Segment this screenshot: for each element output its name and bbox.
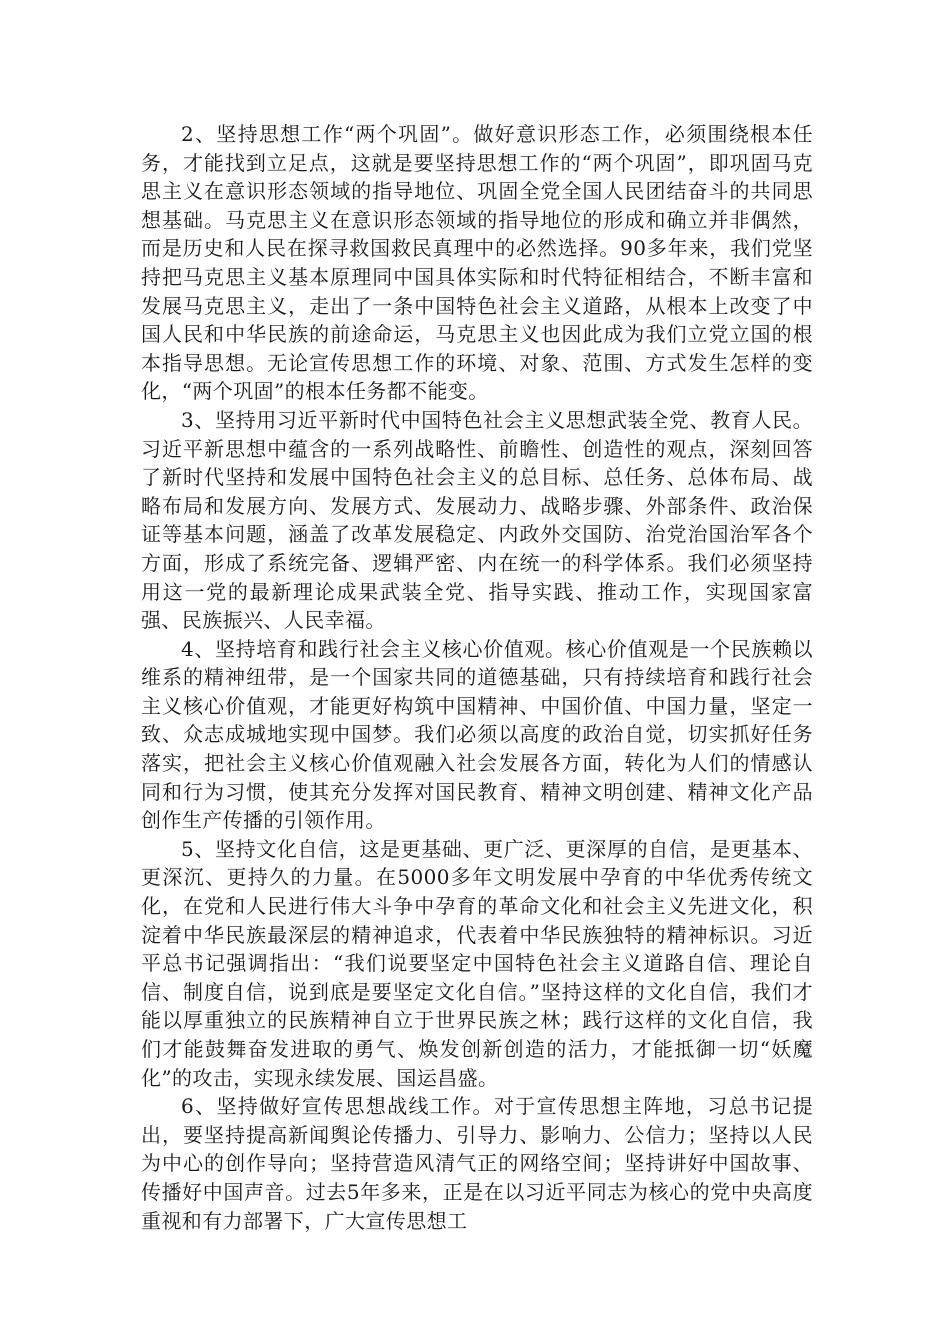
paragraph-5: 5、坚持文化自信，这是更基础、更广泛、更深厚的自信，是更基本、更深沉、更持久的力量。在5000多年文明发展中孕育的中华优秀传统文化，在党和人民进行伟大斗争中孕育的革命文化和社会主义先进文化，积淀着中华民族最深层的精神追求，代表着中华民族独特的精神标识。习近平总书记强调指出：“我们说要坚定中国特色社会主义道路自信、理论自信、制度自信，说到底是要坚定文化自信。”坚持这样的文化自信，我们才能以厚重独立的民族精神自立于世界民族之林；践行这样的文化自信，我们才能鼓舞奋发进取的勇气、焕发创新创造的活力，才能抵御一切“妖魔化”的攻击，实现永续发展、国运昌盛。 [141,836,813,1090]
paragraph-4: 4、坚持培育和践行社会主义核心价值观。核心价值观是一个民族赖以维系的精神纽带，是一个国家共同的道德基础，只有持续培育和践行社会主义核心价值观，才能更好构筑中国精神、中国价值、中国力量，坚定一致、众志成城地实现中国梦。我们必须以高度的政治自觉，切实抓好任务落实，把社会主义核心价值观融入社会发展各方面，转化为人们的情感认同和行为习惯，使其充分发挥对国民教育、精神文明创建、精神文化产品创作生产传播的引领作用。 [141,636,813,833]
paragraph-3: 3、坚持用习近平新时代中国特色社会主义思想武装全党、教育人民。习近平新思想中蕴含的一系列战略性、前瞻性、创造性的观点，深刻回答了新时代坚持和发展中国特色社会主义的总目标、总任务、总体布局、战略布局和发展方向、发展方式、发展动力、战略步骤、外部条件、政治保证等基本问题，涵盖了改革发展稳定、内政外交国防、治党治国治军各个方面，形成了系统完备、逻辑严密、内在统一的科学体系。我们必须坚持用这一党的最新理论成果武装全党、指导实践、推动工作，实现国家富强、民族振兴、人民幸福。 [141,407,813,633]
paragraph-6: 6、坚持做好宣传思想战线工作。对于宣传思想主阵地，习总书记提出，要坚持提高新闻舆论传播力、引导力、影响力、公信力；坚持以人民为中心的创作导向；坚持营造风清气正的网络空间；坚持讲好中国故事、传播好中国声音。过去5年多来，正是在以习近平同志为核心的党中央高度重视和有力部署下，广大宣传思想工 [141,1094,813,1233]
paragraph-2: 2、坚持思想工作“两个巩固”。做好意识形态工作，必须围绕根本任务，才能找到立足点，这就是要坚持思想工作的“两个巩固”，即巩固马克思主义在意识形态领域的指导地位、巩固全党全国人民团结奋斗的共同思想基础。马克思主义在意识形态领域的指导地位的形成和确立并非偶然，而是历史和人民在探寻救国救民真理中的必然选择。90多年来，我们党坚持把马克思主义基本原理同中国具体实际和时代特征相结合，不断丰富和发展马克思主义，走出了一条中国特色社会主义道路，从根本上改变了中国人民和中华民族的前途命运，马克思主义也因此成为我们立党立国的根本指导思想。无论宣传思想工作的环境、对象、范围、方式发生怎样的变化，“两个巩固”的根本任务都不能变。 [141,122,813,404]
document-page [141,120,813,1235]
